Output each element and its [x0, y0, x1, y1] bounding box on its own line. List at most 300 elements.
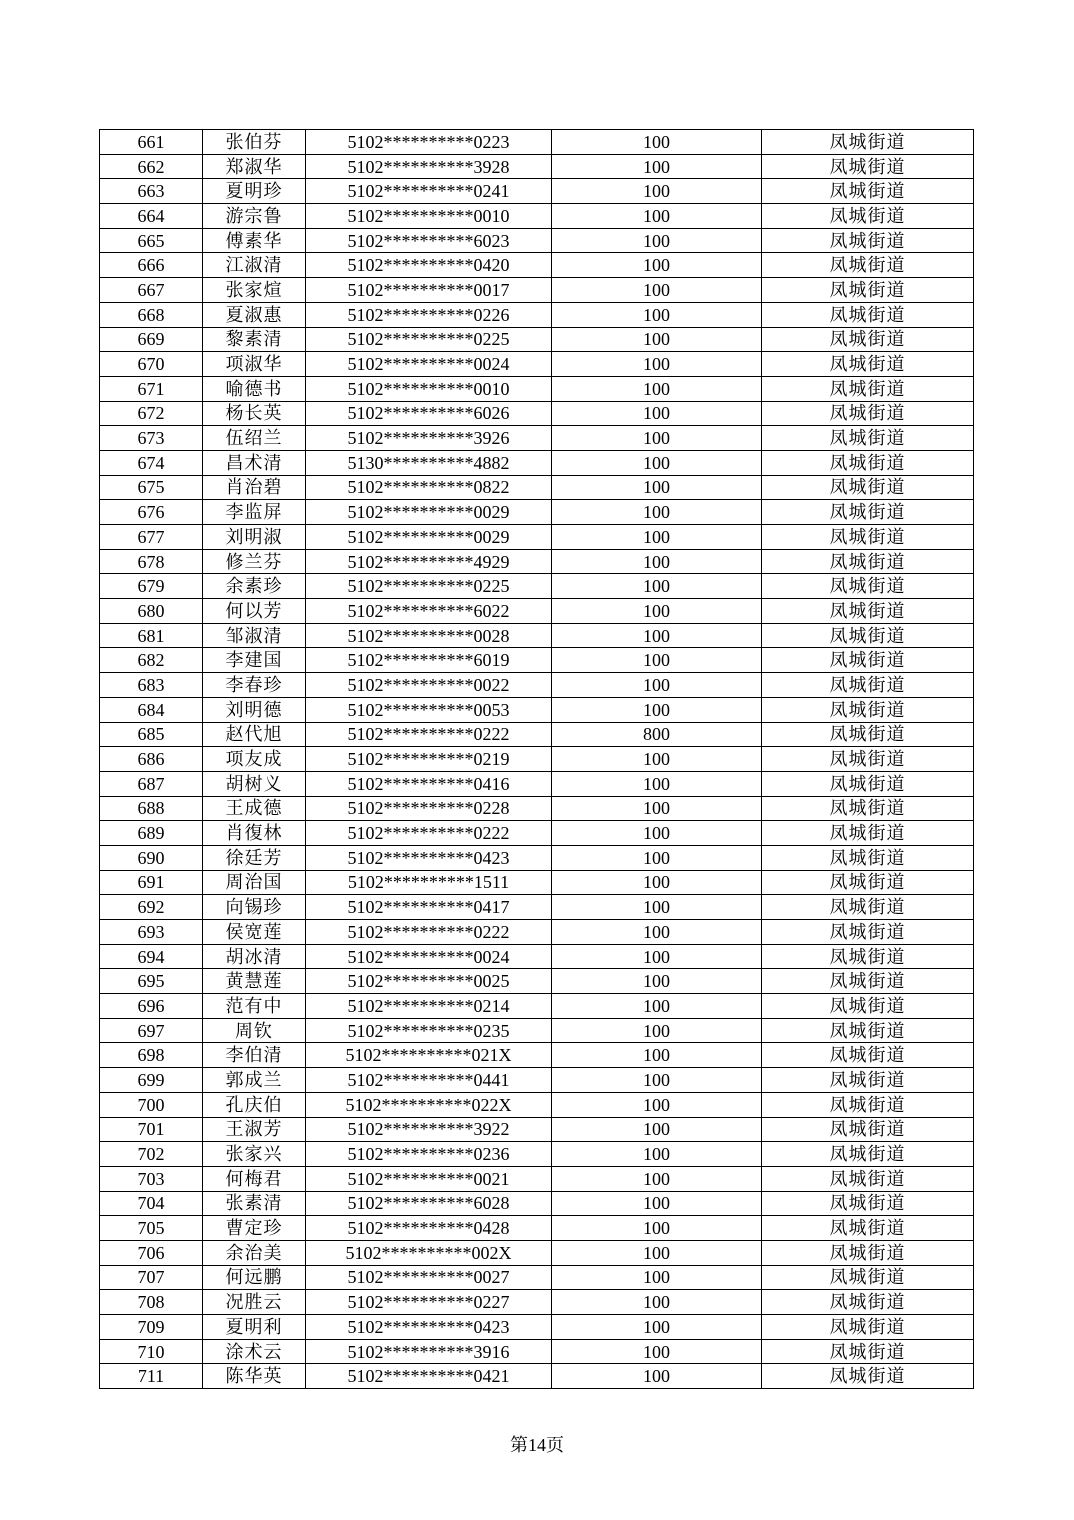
street-area-cell: 凤城街道	[762, 771, 974, 796]
person-name-cell: 王成德	[203, 796, 306, 821]
amount-cell: 100	[552, 549, 762, 574]
row-number-cell: 676	[100, 500, 203, 525]
person-name-cell: 黎素清	[203, 327, 306, 352]
table-row	[100, 722, 974, 747]
table-row	[100, 821, 974, 846]
id-number-cell: 5102**********021X	[306, 1043, 552, 1068]
amount-cell: 100	[552, 1364, 762, 1389]
street-area-cell: 凤城街道	[762, 796, 974, 821]
id-number-cell: 5102**********3928	[306, 154, 552, 179]
row-number-cell: 679	[100, 574, 203, 599]
table-row	[100, 920, 974, 945]
row-number-cell: 682	[100, 648, 203, 673]
person-name-cell: 况胜云	[203, 1290, 306, 1315]
person-name-cell: 孔庆伯	[203, 1092, 306, 1117]
person-name-cell: 项淑华	[203, 352, 306, 377]
row-number-cell: 697	[100, 1018, 203, 1043]
amount-cell: 100	[552, 278, 762, 303]
street-area-cell: 凤城街道	[762, 450, 974, 475]
amount-cell: 100	[552, 1117, 762, 1142]
amount-cell: 100	[552, 179, 762, 204]
person-name-cell: 伍绍兰	[203, 426, 306, 451]
street-area-cell: 凤城街道	[762, 1068, 974, 1093]
table-row	[100, 327, 974, 352]
table-row	[100, 1043, 974, 1068]
street-area-cell: 凤城街道	[762, 525, 974, 550]
street-area-cell: 凤城街道	[762, 697, 974, 722]
row-number-cell: 696	[100, 994, 203, 1019]
table-row	[100, 130, 974, 155]
row-number-cell: 686	[100, 747, 203, 772]
person-name-cell: 项友成	[203, 747, 306, 772]
table-row	[100, 969, 974, 994]
table-row	[100, 1339, 974, 1364]
id-number-cell: 5102**********0441	[306, 1068, 552, 1093]
person-name-cell: 徐廷芳	[203, 845, 306, 870]
id-number-cell: 5102**********0428	[306, 1216, 552, 1241]
person-name-cell: 肖治碧	[203, 475, 306, 500]
street-area-cell: 凤城街道	[762, 722, 974, 747]
person-name-cell: 赵代旭	[203, 722, 306, 747]
person-name-cell: 向锡珍	[203, 895, 306, 920]
person-name-cell: 刘明淑	[203, 525, 306, 550]
street-area-cell: 凤城街道	[762, 1117, 974, 1142]
row-number-cell: 673	[100, 426, 203, 451]
street-area-cell: 凤城街道	[762, 1018, 974, 1043]
person-name-cell: 周钦	[203, 1018, 306, 1043]
row-number-cell: 667	[100, 278, 203, 303]
person-name-cell: 杨长英	[203, 401, 306, 426]
street-area-cell: 凤城街道	[762, 920, 974, 945]
street-area-cell: 凤城街道	[762, 228, 974, 253]
id-number-cell: 5102**********0227	[306, 1290, 552, 1315]
id-number-cell: 5102**********0028	[306, 623, 552, 648]
table-row	[100, 771, 974, 796]
street-area-cell: 凤城街道	[762, 747, 974, 772]
table-row	[100, 450, 974, 475]
amount-cell: 100	[552, 920, 762, 945]
person-name-cell: 陈华英	[203, 1364, 306, 1389]
amount-cell: 100	[552, 352, 762, 377]
row-number-cell: 662	[100, 154, 203, 179]
amount-cell: 100	[552, 525, 762, 550]
row-number-cell: 703	[100, 1166, 203, 1191]
id-number-cell: 5102**********0219	[306, 747, 552, 772]
person-name-cell: 胡树义	[203, 771, 306, 796]
street-area-cell: 凤城街道	[762, 821, 974, 846]
table-row	[100, 154, 974, 179]
table-row	[100, 1092, 974, 1117]
row-number-cell: 705	[100, 1216, 203, 1241]
street-area-cell: 凤城街道	[762, 154, 974, 179]
records-table	[99, 129, 974, 1389]
id-number-cell: 5102**********0235	[306, 1018, 552, 1043]
table-row	[100, 1142, 974, 1167]
table-row	[100, 747, 974, 772]
row-number-cell: 693	[100, 920, 203, 945]
row-number-cell: 671	[100, 376, 203, 401]
street-area-cell: 凤城街道	[762, 253, 974, 278]
table-row	[100, 1315, 974, 1340]
street-area-cell: 凤城街道	[762, 1216, 974, 1241]
table-row	[100, 1364, 974, 1389]
amount-cell: 100	[552, 253, 762, 278]
street-area-cell: 凤城街道	[762, 130, 974, 155]
row-number-cell: 702	[100, 1142, 203, 1167]
table-row	[100, 426, 974, 451]
street-area-cell: 凤城街道	[762, 1191, 974, 1216]
id-number-cell: 5102**********0225	[306, 327, 552, 352]
id-number-cell: 5102**********3922	[306, 1117, 552, 1142]
amount-cell: 100	[552, 1092, 762, 1117]
table-row	[100, 376, 974, 401]
amount-cell: 100	[552, 401, 762, 426]
table-row	[100, 845, 974, 870]
id-number-cell: 5102**********0423	[306, 1315, 552, 1340]
person-name-cell: 郭成兰	[203, 1068, 306, 1093]
id-number-cell: 5102**********0236	[306, 1142, 552, 1167]
amount-cell: 100	[552, 969, 762, 994]
row-number-cell: 701	[100, 1117, 203, 1142]
table-row	[100, 1117, 974, 1142]
table-row	[100, 253, 974, 278]
row-number-cell: 681	[100, 623, 203, 648]
amount-cell: 100	[552, 944, 762, 969]
person-name-cell: 王淑芳	[203, 1117, 306, 1142]
amount-cell: 100	[552, 204, 762, 229]
amount-cell: 100	[552, 327, 762, 352]
street-area-cell: 凤城街道	[762, 1290, 974, 1315]
amount-cell: 100	[552, 895, 762, 920]
id-number-cell: 5102**********6023	[306, 228, 552, 253]
street-area-cell: 凤城街道	[762, 845, 974, 870]
id-number-cell: 5102**********0029	[306, 500, 552, 525]
amount-cell: 100	[552, 697, 762, 722]
amount-cell: 100	[552, 450, 762, 475]
person-name-cell: 喻德书	[203, 376, 306, 401]
amount-cell: 100	[552, 821, 762, 846]
street-area-cell: 凤城街道	[762, 278, 974, 303]
row-number-cell: 711	[100, 1364, 203, 1389]
amount-cell: 100	[552, 302, 762, 327]
street-area-cell: 凤城街道	[762, 1166, 974, 1191]
person-name-cell: 余素珍	[203, 574, 306, 599]
street-area-cell: 凤城街道	[762, 870, 974, 895]
street-area-cell: 凤城街道	[762, 401, 974, 426]
table-row	[100, 204, 974, 229]
street-area-cell: 凤城街道	[762, 648, 974, 673]
person-name-cell: 张家煊	[203, 278, 306, 303]
id-number-cell: 5102**********0027	[306, 1265, 552, 1290]
row-number-cell: 683	[100, 673, 203, 698]
person-name-cell: 傅素华	[203, 228, 306, 253]
person-name-cell: 李伯清	[203, 1043, 306, 1068]
row-number-cell: 708	[100, 1290, 203, 1315]
table-row	[100, 525, 974, 550]
row-number-cell: 698	[100, 1043, 203, 1068]
table-row	[100, 1240, 974, 1265]
amount-cell: 100	[552, 1216, 762, 1241]
table-row	[100, 352, 974, 377]
table-row	[100, 574, 974, 599]
street-area-cell: 凤城街道	[762, 1315, 974, 1340]
table-row	[100, 549, 974, 574]
street-area-cell: 凤城街道	[762, 327, 974, 352]
id-number-cell: 5102**********0025	[306, 969, 552, 994]
person-name-cell: 肖復林	[203, 821, 306, 846]
row-number-cell: 707	[100, 1265, 203, 1290]
street-area-cell: 凤城街道	[762, 352, 974, 377]
street-area-cell: 凤城街道	[762, 302, 974, 327]
street-area-cell: 凤城街道	[762, 1339, 974, 1364]
table-row	[100, 599, 974, 624]
amount-cell: 100	[552, 1068, 762, 1093]
table-row	[100, 648, 974, 673]
page-number: 第14页	[510, 1435, 564, 1455]
amount-cell: 100	[552, 228, 762, 253]
street-area-cell: 凤城街道	[762, 1240, 974, 1265]
row-number-cell: 689	[100, 821, 203, 846]
street-area-cell: 凤城街道	[762, 1364, 974, 1389]
table-row	[100, 1166, 974, 1191]
amount-cell: 100	[552, 796, 762, 821]
row-number-cell: 668	[100, 302, 203, 327]
id-number-cell: 5102**********0222	[306, 920, 552, 945]
row-number-cell: 661	[100, 130, 203, 155]
id-number-cell: 5102**********0053	[306, 697, 552, 722]
id-number-cell: 5102**********0421	[306, 1364, 552, 1389]
id-number-cell: 5102**********0417	[306, 895, 552, 920]
row-number-cell: 704	[100, 1191, 203, 1216]
id-number-cell: 5102**********0225	[306, 574, 552, 599]
table-row	[100, 994, 974, 1019]
person-name-cell: 李春珍	[203, 673, 306, 698]
row-number-cell: 691	[100, 870, 203, 895]
id-number-cell: 5102**********0223	[306, 130, 552, 155]
records-table-body	[100, 130, 974, 1389]
person-name-cell: 游宗鲁	[203, 204, 306, 229]
amount-cell: 100	[552, 574, 762, 599]
table-row	[100, 673, 974, 698]
street-area-cell: 凤城街道	[762, 623, 974, 648]
table-row	[100, 475, 974, 500]
id-number-cell: 5102**********0022	[306, 673, 552, 698]
street-area-cell: 凤城街道	[762, 895, 974, 920]
amount-cell: 100	[552, 1018, 762, 1043]
row-number-cell: 685	[100, 722, 203, 747]
street-area-cell: 凤城街道	[762, 574, 974, 599]
id-number-cell: 5102**********0024	[306, 352, 552, 377]
id-number-cell: 5102**********002X	[306, 1240, 552, 1265]
row-number-cell: 663	[100, 179, 203, 204]
amount-cell: 800	[552, 722, 762, 747]
table-row	[100, 697, 974, 722]
amount-cell: 100	[552, 747, 762, 772]
table-row	[100, 228, 974, 253]
id-number-cell: 5102**********6028	[306, 1191, 552, 1216]
table-row	[100, 1290, 974, 1315]
amount-cell: 100	[552, 1290, 762, 1315]
row-number-cell: 669	[100, 327, 203, 352]
table-row	[100, 1216, 974, 1241]
row-number-cell: 695	[100, 969, 203, 994]
street-area-cell: 凤城街道	[762, 1092, 974, 1117]
table-row	[100, 401, 974, 426]
id-number-cell: 5102**********6026	[306, 401, 552, 426]
amount-cell: 100	[552, 648, 762, 673]
amount-cell: 100	[552, 673, 762, 698]
street-area-cell: 凤城街道	[762, 1043, 974, 1068]
amount-cell: 100	[552, 1339, 762, 1364]
amount-cell: 100	[552, 426, 762, 451]
row-number-cell: 690	[100, 845, 203, 870]
table-row	[100, 1068, 974, 1093]
person-name-cell: 夏淑惠	[203, 302, 306, 327]
id-number-cell: 5102**********0228	[306, 796, 552, 821]
table-row	[100, 302, 974, 327]
table-row	[100, 796, 974, 821]
table-row	[100, 623, 974, 648]
table-row	[100, 870, 974, 895]
table-row	[100, 278, 974, 303]
amount-cell: 100	[552, 1142, 762, 1167]
id-number-cell: 5102**********0416	[306, 771, 552, 796]
street-area-cell: 凤城街道	[762, 475, 974, 500]
person-name-cell: 何远鹏	[203, 1265, 306, 1290]
person-name-cell: 张伯芬	[203, 130, 306, 155]
person-name-cell: 胡冰清	[203, 944, 306, 969]
amount-cell: 100	[552, 1240, 762, 1265]
id-number-cell: 5102**********0226	[306, 302, 552, 327]
row-number-cell: 678	[100, 549, 203, 574]
amount-cell: 100	[552, 1166, 762, 1191]
table-row	[100, 895, 974, 920]
id-number-cell: 5102**********0822	[306, 475, 552, 500]
person-name-cell: 曹定珍	[203, 1216, 306, 1241]
person-name-cell: 夏明珍	[203, 179, 306, 204]
row-number-cell: 674	[100, 450, 203, 475]
amount-cell: 100	[552, 771, 762, 796]
row-number-cell: 680	[100, 599, 203, 624]
records-table-container	[99, 129, 974, 1389]
row-number-cell: 692	[100, 895, 203, 920]
table-row	[100, 1191, 974, 1216]
person-name-cell: 何梅君	[203, 1166, 306, 1191]
amount-cell: 100	[552, 130, 762, 155]
amount-cell: 100	[552, 1315, 762, 1340]
amount-cell: 100	[552, 1043, 762, 1068]
amount-cell: 100	[552, 599, 762, 624]
id-number-cell: 5102**********3916	[306, 1339, 552, 1364]
row-number-cell: 664	[100, 204, 203, 229]
street-area-cell: 凤城街道	[762, 426, 974, 451]
id-number-cell: 5102**********0214	[306, 994, 552, 1019]
row-number-cell: 675	[100, 475, 203, 500]
row-number-cell: 700	[100, 1092, 203, 1117]
amount-cell: 100	[552, 1191, 762, 1216]
row-number-cell: 687	[100, 771, 203, 796]
id-number-cell: 5102**********6022	[306, 599, 552, 624]
person-name-cell: 余治美	[203, 1240, 306, 1265]
street-area-cell: 凤城街道	[762, 1265, 974, 1290]
person-name-cell: 昌术清	[203, 450, 306, 475]
street-area-cell: 凤城街道	[762, 549, 974, 574]
person-name-cell: 黄慧莲	[203, 969, 306, 994]
row-number-cell: 706	[100, 1240, 203, 1265]
person-name-cell: 张素清	[203, 1191, 306, 1216]
street-area-cell: 凤城街道	[762, 673, 974, 698]
person-name-cell: 李建国	[203, 648, 306, 673]
id-number-cell: 5102**********4929	[306, 549, 552, 574]
table-row	[100, 944, 974, 969]
row-number-cell: 665	[100, 228, 203, 253]
amount-cell: 100	[552, 475, 762, 500]
person-name-cell: 范有中	[203, 994, 306, 1019]
amount-cell: 100	[552, 994, 762, 1019]
row-number-cell: 709	[100, 1315, 203, 1340]
street-area-cell: 凤城街道	[762, 994, 974, 1019]
id-number-cell: 5102**********0010	[306, 204, 552, 229]
row-number-cell: 670	[100, 352, 203, 377]
person-name-cell: 何以芳	[203, 599, 306, 624]
street-area-cell: 凤城街道	[762, 204, 974, 229]
id-number-cell: 5102**********1511	[306, 870, 552, 895]
street-area-cell: 凤城街道	[762, 969, 974, 994]
person-name-cell: 郑淑华	[203, 154, 306, 179]
id-number-cell: 5102**********0017	[306, 278, 552, 303]
id-number-cell: 5102**********0222	[306, 821, 552, 846]
street-area-cell: 凤城街道	[762, 944, 974, 969]
table-row	[100, 179, 974, 204]
amount-cell: 100	[552, 1265, 762, 1290]
row-number-cell: 684	[100, 697, 203, 722]
person-name-cell: 邹淑清	[203, 623, 306, 648]
amount-cell: 100	[552, 845, 762, 870]
id-number-cell: 5102**********0021	[306, 1166, 552, 1191]
amount-cell: 100	[552, 154, 762, 179]
row-number-cell: 688	[100, 796, 203, 821]
id-number-cell: 5102**********0241	[306, 179, 552, 204]
row-number-cell: 677	[100, 525, 203, 550]
id-number-cell: 5102**********0010	[306, 376, 552, 401]
id-number-cell: 5130**********4882	[306, 450, 552, 475]
person-name-cell: 修兰芬	[203, 549, 306, 574]
street-area-cell: 凤城街道	[762, 500, 974, 525]
person-name-cell: 涂术云	[203, 1339, 306, 1364]
street-area-cell: 凤城街道	[762, 599, 974, 624]
id-number-cell: 5102**********0423	[306, 845, 552, 870]
id-number-cell: 5102**********0420	[306, 253, 552, 278]
amount-cell: 100	[552, 500, 762, 525]
person-name-cell: 侯宽莲	[203, 920, 306, 945]
table-row	[100, 500, 974, 525]
id-number-cell: 5102**********022X	[306, 1092, 552, 1117]
person-name-cell: 江淑清	[203, 253, 306, 278]
row-number-cell: 699	[100, 1068, 203, 1093]
table-row	[100, 1265, 974, 1290]
street-area-cell: 凤城街道	[762, 1142, 974, 1167]
street-area-cell: 凤城街道	[762, 179, 974, 204]
row-number-cell: 672	[100, 401, 203, 426]
row-number-cell: 694	[100, 944, 203, 969]
person-name-cell: 夏明利	[203, 1315, 306, 1340]
row-number-cell: 666	[100, 253, 203, 278]
id-number-cell: 5102**********0029	[306, 525, 552, 550]
person-name-cell: 周治国	[203, 870, 306, 895]
amount-cell: 100	[552, 870, 762, 895]
table-row	[100, 1018, 974, 1043]
amount-cell: 100	[552, 623, 762, 648]
